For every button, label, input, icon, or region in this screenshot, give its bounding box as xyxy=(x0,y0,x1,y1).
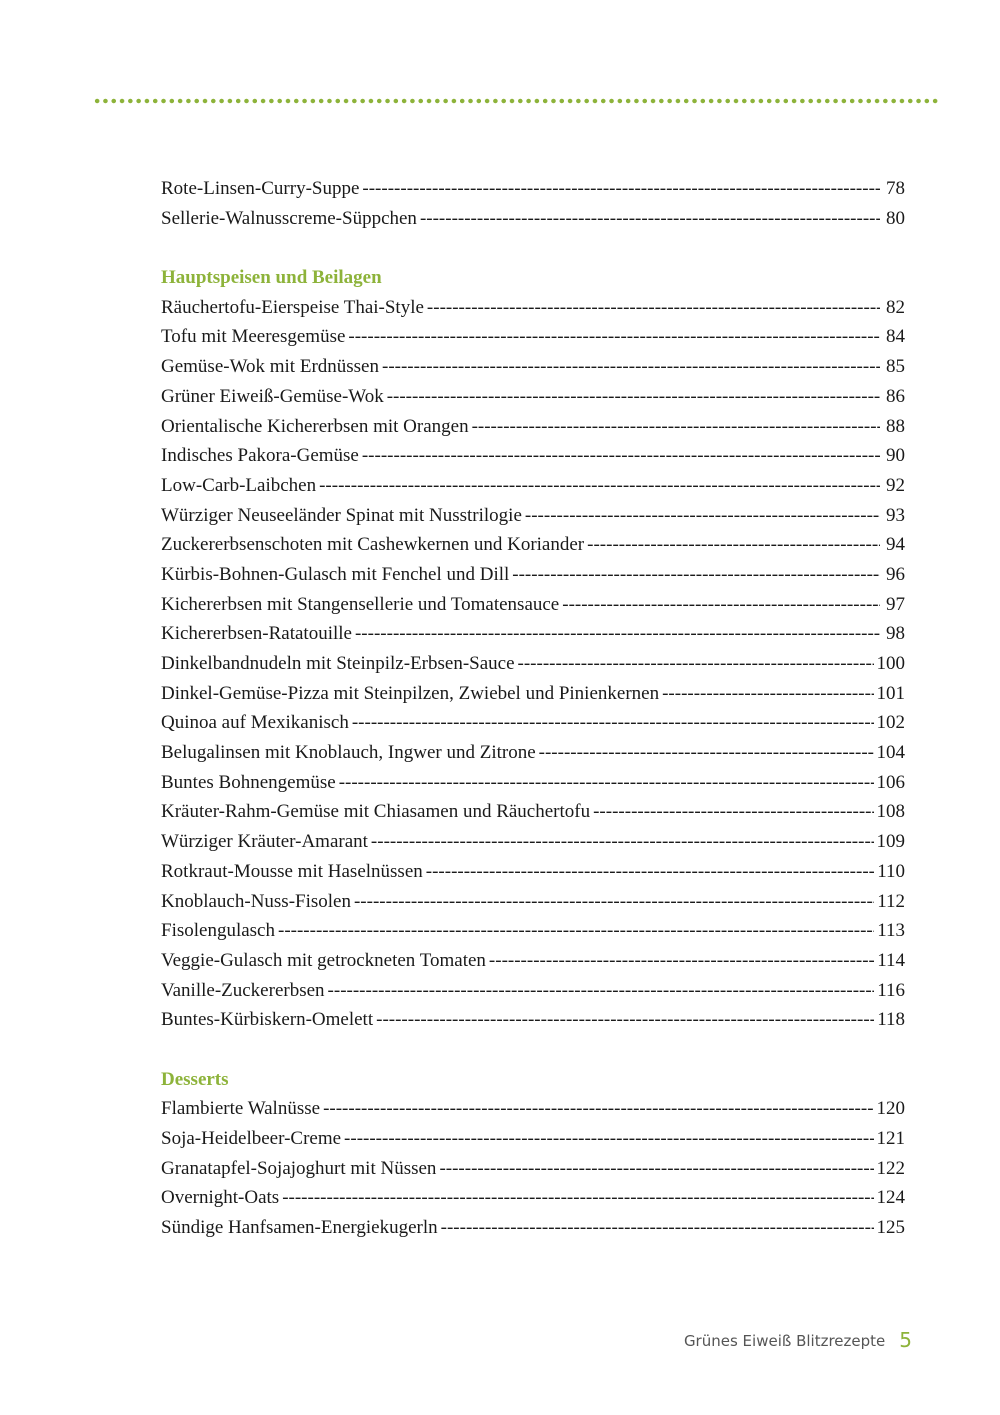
toc-entry-page: 109 xyxy=(876,831,905,853)
toc-entry[interactable] xyxy=(161,382,905,412)
toc-entry-title: Rote-Linsen-Curry-Suppe xyxy=(161,178,360,199)
toc-entry[interactable] xyxy=(161,916,905,946)
toc-entry-title: Belugalinsen mit Knoblauch, Ingwer und Zitrone xyxy=(161,742,536,764)
toc-entry-title: Kichererbsen-Ratatouille xyxy=(161,623,352,645)
footer-book-title: Grünes Eiweiß Blitzrezepte xyxy=(683,1332,886,1350)
toc-entry-title: Overnight-Oats xyxy=(161,1187,280,1209)
toc-entry-page: 92 xyxy=(886,474,905,496)
toc-entry[interactable] xyxy=(161,976,905,1006)
dot-leader xyxy=(362,174,880,204)
toc-entry-page: 122 xyxy=(876,1157,905,1179)
toc-entry[interactable] xyxy=(161,293,905,323)
toc-entry-page: 85 xyxy=(886,356,905,378)
toc-entry[interactable] xyxy=(161,946,905,976)
toc-entry[interactable] xyxy=(161,1213,905,1243)
dot-leader xyxy=(376,1005,874,1035)
toc-entry-title: Buntes-Kürbiskern-Omelett xyxy=(161,1009,374,1031)
toc-entry[interactable] xyxy=(161,797,905,827)
toc-entry-title: Dinkel-Gemüse-Pizza mit Steinpilzen, Zwiebel und Pinienkernen xyxy=(161,682,660,704)
toc-entry-page: 90 xyxy=(886,445,905,467)
toc-entry-page: 98 xyxy=(886,623,905,645)
toc-entry[interactable] xyxy=(161,501,905,531)
dotted-divider xyxy=(93,97,938,105)
toc-entry-title: Soja-Heidelbeer-Creme xyxy=(161,1128,342,1149)
toc-entry[interactable] xyxy=(161,352,905,382)
toc-entry[interactable] xyxy=(161,857,905,887)
toc-entry-title: Fisolengulasch xyxy=(161,920,275,942)
dot-leader xyxy=(518,649,874,679)
toc-entry[interactable] xyxy=(161,1005,905,1035)
toc-entry[interactable] xyxy=(161,1094,905,1124)
toc-entry-page: 114 xyxy=(877,949,905,971)
dot-leader xyxy=(354,887,874,917)
toc-entry-title: Vanille-Zuckererbsen xyxy=(161,979,325,1001)
toc-entry-title: Räuchertofu-Eierspeise Thai-Style xyxy=(161,296,424,318)
toc-entry-page: 97 xyxy=(886,593,905,615)
toc-entry-page: 106 xyxy=(876,771,905,793)
toc-entry-title: Granatapfel-Sojajoghurt mit Nüssen xyxy=(161,1157,437,1179)
dot-leader xyxy=(539,738,874,768)
toc-entry[interactable] xyxy=(161,174,905,204)
dot-leader xyxy=(382,352,880,382)
toc-entry[interactable] xyxy=(161,679,905,709)
toc-entry-title: Quinoa auf Mexikanisch xyxy=(161,712,349,734)
toc-entry-title: Flambierte Walnüsse xyxy=(161,1098,321,1120)
toc-entry[interactable] xyxy=(161,887,905,917)
dot-leader xyxy=(525,501,880,531)
dot-leader xyxy=(278,916,874,946)
toc-entry-title: Indisches Pakora-Gemüse xyxy=(161,445,359,467)
toc-entry-title: Würziger Neuseeländer Spinat mit Nusstrilogie xyxy=(161,504,522,526)
dot-leader xyxy=(593,797,873,827)
toc-entry[interactable] xyxy=(161,530,905,560)
toc-entry-page: 88 xyxy=(886,415,905,437)
dot-leader xyxy=(319,471,880,501)
dot-leader xyxy=(420,204,880,234)
toc-entry-title: Zuckererbsenschoten mit Cashewkernen und Koriander xyxy=(161,534,585,556)
dot-leader xyxy=(344,1124,873,1154)
toc-entry-title: Orientalische Kichererbsen mit Orangen xyxy=(161,415,469,437)
dot-leader xyxy=(441,1213,874,1243)
toc-entry-page: 113 xyxy=(877,920,905,942)
dot-leader xyxy=(323,1094,873,1124)
toc-entry[interactable] xyxy=(161,1124,905,1154)
toc-entry-page: 108 xyxy=(876,801,905,823)
toc-entry-page: 120 xyxy=(876,1098,905,1120)
toc-entry-page: 86 xyxy=(886,385,905,407)
toc-entry[interactable] xyxy=(161,204,905,234)
dot-leader xyxy=(587,530,880,560)
dot-leader xyxy=(282,1183,873,1213)
toc-entry[interactable] xyxy=(161,560,905,590)
page-number: 5 xyxy=(899,1328,912,1352)
dot-leader xyxy=(387,382,880,412)
toc-entry-page: 94 xyxy=(886,534,905,556)
toc-entry[interactable] xyxy=(161,322,905,352)
toc-entry-page: 104 xyxy=(876,742,905,764)
toc-entry-page: 78 xyxy=(886,178,905,199)
toc-entry-page: 124 xyxy=(876,1187,905,1209)
dot-leader xyxy=(427,293,880,323)
toc-entry-title: Grüner Eiweiß-Gemüse-Wok xyxy=(161,385,384,407)
toc-entry-title: Veggie-Gulasch mit getrockneten Tomaten xyxy=(161,949,486,971)
toc-entry-title: Kürbis-Bohnen-Gulasch mit Fenchel und Dill xyxy=(161,563,510,585)
toc-entry[interactable] xyxy=(161,1183,905,1213)
toc-entry[interactable] xyxy=(161,590,905,620)
dot-leader xyxy=(328,976,875,1006)
toc-entry-title: Sellerie-Walnusscreme-Süppchen xyxy=(161,207,417,229)
toc-entry-title: Buntes Bohnengemüse xyxy=(161,771,336,793)
dot-leader xyxy=(362,441,880,471)
toc-entry-title: Sündige Hanfsamen-Energiekugerln xyxy=(161,1217,438,1239)
dot-leader xyxy=(426,857,874,887)
section-spacer xyxy=(161,233,905,263)
toc-entry[interactable] xyxy=(161,738,905,768)
toc-entry-title: Kichererbsen mit Stangensellerie und Tomatensauce xyxy=(161,593,560,615)
dot-leader xyxy=(489,946,874,976)
toc-entry-page: 93 xyxy=(886,504,905,526)
toc-entry[interactable] xyxy=(161,768,905,798)
section-heading: Hauptspeisen und Beilagen xyxy=(161,267,382,289)
toc-entry-page: 101 xyxy=(876,682,905,704)
dot-leader xyxy=(472,412,880,442)
toc-entry-page: 118 xyxy=(877,1009,905,1031)
toc-entry[interactable] xyxy=(161,619,905,649)
dot-leader xyxy=(439,1154,873,1184)
toc-entry-title: Dinkelbandnudeln mit Steinpilz-Erbsen-Sauce xyxy=(161,653,515,674)
toc-entry[interactable] xyxy=(161,708,905,738)
toc-entry[interactable] xyxy=(161,827,905,857)
toc-entry-page: 110 xyxy=(877,860,905,882)
dot-leader xyxy=(352,708,874,738)
toc-entry-page: 125 xyxy=(876,1217,905,1239)
toc-entry-page: 84 xyxy=(886,326,905,348)
dot-leader xyxy=(371,827,874,857)
toc-entry-title: Würziger Kräuter-Amarant xyxy=(161,831,368,853)
toc-entry-title: Rotkraut-Mousse mit Haselnüssen xyxy=(161,860,423,882)
toc-entry-page: 80 xyxy=(886,207,905,229)
toc-entry-title: Tofu mit Meeresgemüse xyxy=(161,326,346,348)
section-heading: Desserts xyxy=(161,1068,229,1090)
dot-leader xyxy=(348,322,880,352)
toc-entry-page: 112 xyxy=(877,890,905,912)
dot-leader xyxy=(662,679,873,709)
toc-entry[interactable] xyxy=(161,471,905,501)
page-footer xyxy=(684,1324,912,1354)
dot-leader xyxy=(355,619,880,649)
dot-leader xyxy=(339,768,874,798)
toc-entry[interactable] xyxy=(161,412,905,442)
toc-entry-title: Gemüse-Wok mit Erdnüssen xyxy=(161,356,379,378)
dot-leader xyxy=(512,560,880,590)
toc-entry-title: Low-Carb-Laibchen xyxy=(161,474,317,496)
toc-entry[interactable] xyxy=(161,649,905,679)
toc-entry-page: 82 xyxy=(886,296,905,318)
toc-entry[interactable] xyxy=(161,1154,905,1184)
toc-entry[interactable] xyxy=(161,441,905,471)
toc-entry-page: 96 xyxy=(886,563,905,585)
toc-entry-page: 102 xyxy=(876,712,905,734)
section-spacer xyxy=(161,1035,905,1065)
toc-entry-page: 100 xyxy=(876,653,905,674)
toc-entry-title: Kräuter-Rahm-Gemüse mit Chiasamen und Räuchertofu xyxy=(161,801,591,823)
toc-entry-title: Knoblauch-Nuss-Fisolen xyxy=(161,890,351,912)
toc-entry-page: 121 xyxy=(876,1128,905,1149)
dot-leader xyxy=(562,590,880,620)
table-of-contents xyxy=(161,174,905,1243)
toc-entry-page: 116 xyxy=(877,979,905,1001)
